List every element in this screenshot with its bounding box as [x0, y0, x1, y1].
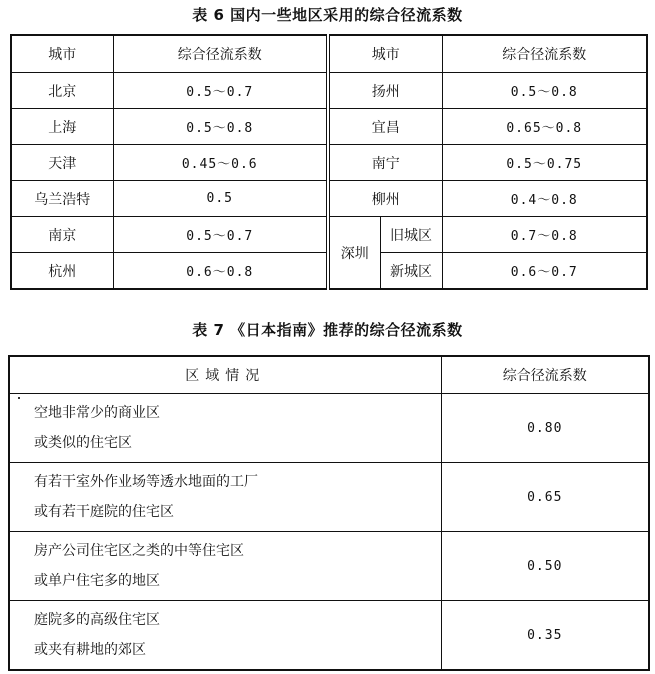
header-area: 区域情况 [9, 356, 441, 394]
coef-cell: 0.5～0.8 [442, 73, 647, 109]
header-coef-right: 综合径流系数 [502, 47, 587, 63]
coef-cell: 0.5～0.7 [113, 217, 328, 253]
area-line: 有若干室外作业场等透水地面的工厂 [34, 474, 258, 490]
city-cell: 南宁 [328, 145, 442, 181]
table-row [11, 73, 647, 109]
header-city-right: 城市 [328, 35, 442, 73]
header-coef-left: 综合径流系数 [113, 35, 328, 73]
city-cell: 南京 [11, 217, 113, 253]
coef-cell: 0.6～0.8 [113, 253, 328, 290]
district-cell: 旧城区 [380, 217, 442, 253]
table-row [11, 181, 647, 217]
city-cell: 柳州 [328, 181, 442, 217]
coef-cell: 0.6～0.7 [442, 253, 647, 290]
coef-cell: 0.80 [441, 394, 649, 463]
city-group-cell: 深圳 [328, 217, 380, 290]
table-row [9, 394, 649, 463]
city-cell: 天津 [11, 145, 113, 181]
area-line: 空地非常少的商业区 [34, 405, 160, 421]
table-row [9, 532, 649, 601]
scan-speck [18, 397, 20, 399]
city-cell: 杭州 [11, 253, 113, 290]
area-cell [9, 601, 441, 671]
city-cell: 上海 [11, 109, 113, 145]
table6-caption: 表 6 国内一些地区采用的综合径流系数 [192, 6, 463, 24]
area-line: 庭院多的高级住宅区 [34, 612, 160, 628]
district-cell: 新城区 [380, 253, 442, 290]
area-cell [9, 532, 441, 601]
table-row [9, 463, 649, 532]
table7-caption: 表 7 《日本指南》推荐的综合径流系数 [192, 321, 463, 339]
table-row [9, 601, 649, 671]
coef-cell: 0.65～0.8 [442, 109, 647, 145]
area-line: 或单户住宅多的地区 [34, 573, 160, 589]
header-city-left: 城市 [11, 35, 113, 73]
table-row [11, 109, 647, 145]
coef-cell: 0.7～0.8 [442, 217, 647, 253]
area-cell [9, 394, 441, 463]
city-cell: 宜昌 [328, 109, 442, 145]
coef-cell: 0.5～0.7 [113, 73, 328, 109]
area-line: 或类似的住宅区 [34, 435, 132, 451]
coef-cell: 0.5～0.75 [442, 145, 647, 181]
coef-cell: 0.65 [441, 463, 649, 532]
city-cell: 北京 [11, 73, 113, 109]
area-line: 或夹有耕地的郊区 [34, 642, 146, 658]
coef-cell: 0.45～0.6 [113, 145, 328, 181]
coef-cell: 0.4～0.8 [442, 181, 647, 217]
coef-cell: 0.50 [441, 532, 649, 601]
table-row [11, 217, 647, 253]
coef-cell: 0.5～0.8 [113, 109, 328, 145]
table6 [10, 34, 648, 290]
table7 [8, 355, 650, 671]
coef-cell: 0.35 [441, 601, 649, 671]
table-row [11, 145, 647, 181]
area-cell [9, 463, 441, 532]
city-cell: 扬州 [328, 73, 442, 109]
area-line: 房产公司住宅区之类的中等住宅区 [34, 543, 244, 559]
coef-cell: 0.5 [113, 181, 328, 217]
area-line: 或有若干庭院的住宅区 [34, 504, 174, 520]
header-coef: 综合径流系数 [502, 368, 587, 384]
table6-header-row [11, 35, 647, 73]
table7-header-row [9, 356, 649, 394]
city-cell: 乌兰浩特 [11, 181, 113, 217]
